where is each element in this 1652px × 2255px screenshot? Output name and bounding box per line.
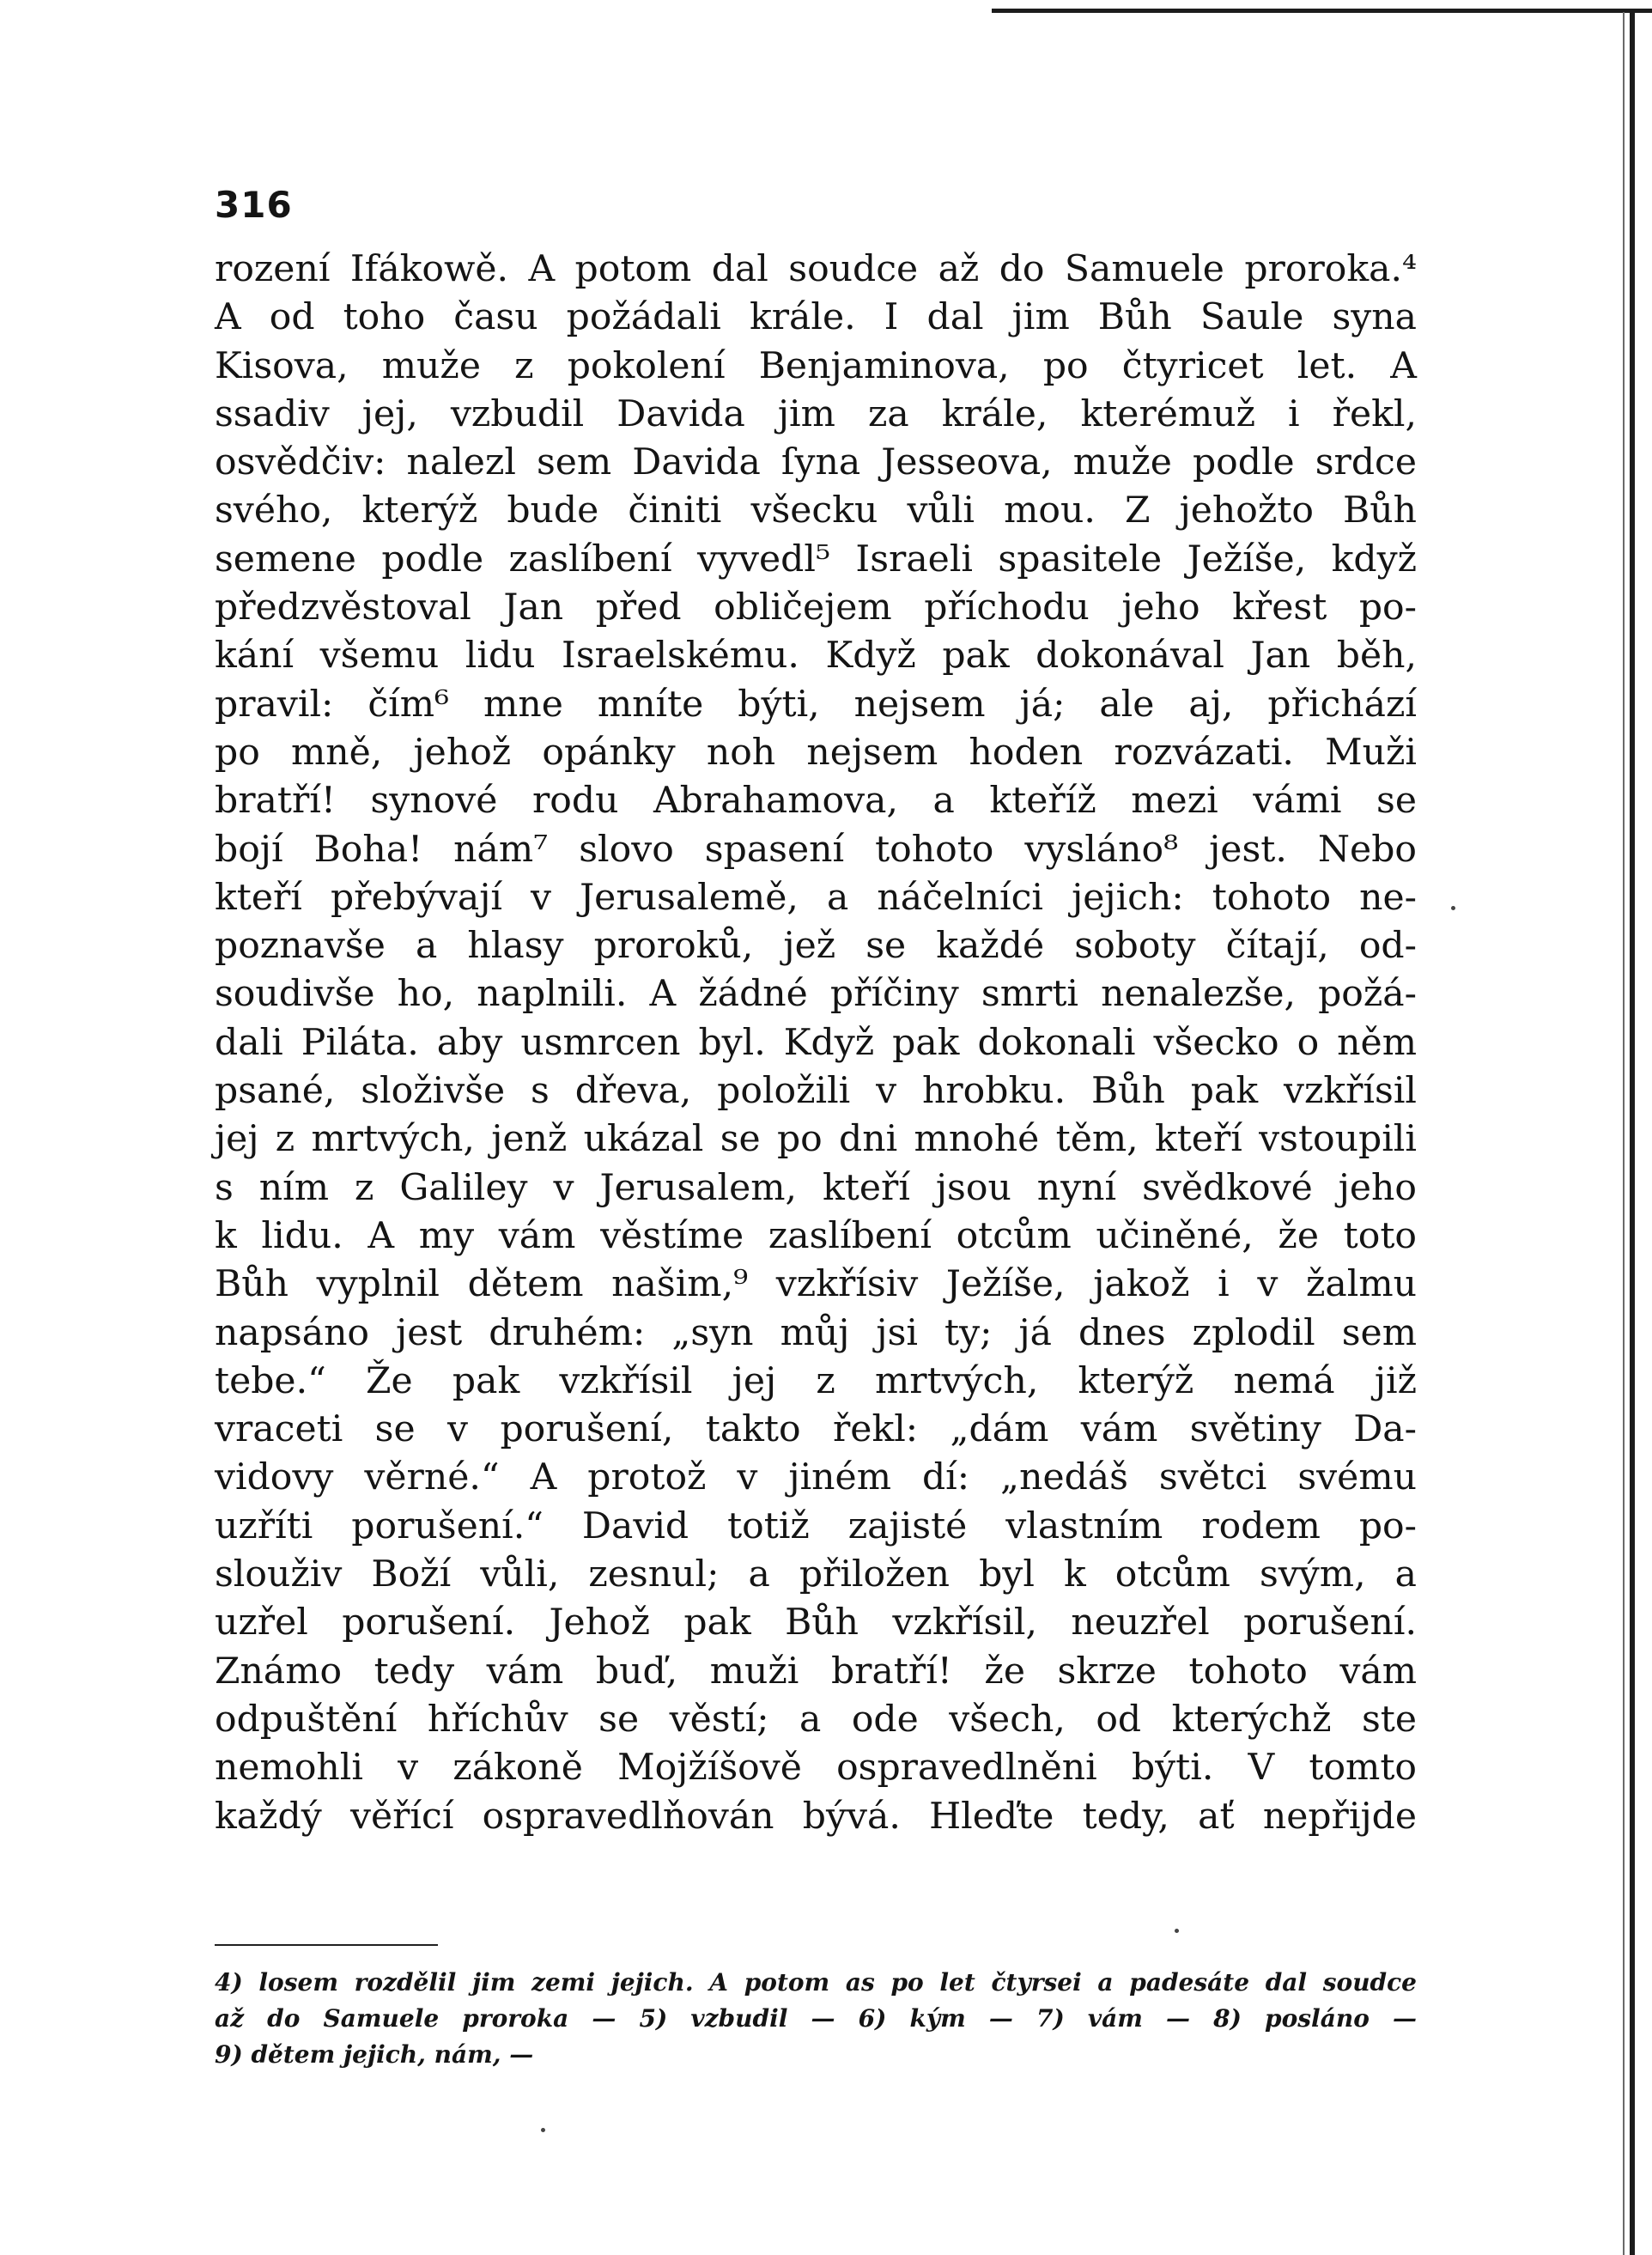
text-line: dali Piláta. aby usmrcen byl. Když pak dokonali všecko o něm <box>215 1021 1417 1064</box>
text-line: jej z mrtvých, jenž ukázal se po dni mnohé těm, kteří vstoupili <box>215 1118 1417 1161</box>
text-line: Známo tedy vám buď, muži bratří! že skrze tohoto vám <box>215 1650 1417 1693</box>
text-line: psané, složivše s dřeva, položili v hrobku. Bůh pak vzkřísil <box>215 1070 1417 1113</box>
footnote-line: 4) losem rozdělil jim zemi jejich. A potom as po let čtyrsei a padesáte dal soudce <box>215 1968 1417 1997</box>
text-line: napsáno jest druhém: „syn můj jsi ty; já dnes zplodil sem <box>215 1311 1417 1354</box>
page-number: 316 <box>215 184 293 226</box>
top-edge-rule <box>992 9 1652 13</box>
text-line: semene podle zaslíbení vyvedl⁵ Israeli spasitele Ježíše, když <box>215 538 1417 580</box>
right-edge-rule <box>1630 12 1635 2255</box>
text-line: po mně, jehož opánky noh nejsem hoden rozvázati. Muži <box>215 731 1417 774</box>
print-speck <box>541 2128 545 2132</box>
print-speck <box>1175 1929 1179 1933</box>
text-line: vraceti se v porušení, takto řekl: „dám vám světiny Da- <box>215 1408 1417 1451</box>
text-line: pravil: čím⁶ mne mníte býti, nejsem já; ale aj, přichází <box>215 683 1417 726</box>
text-line: vidovy věrné.“ A protož v jiném dí: „nedáš světci svému <box>215 1456 1417 1499</box>
print-speck <box>1451 906 1455 910</box>
footnotes <box>215 1965 1417 2073</box>
text-line: k lidu. A my vám věstíme zaslíbení otcům učiněné, že toto <box>215 1214 1417 1257</box>
right-edge-shadow <box>1623 12 1625 2255</box>
text-line: bratří! synové rodu Abrahamova, a kteříž mezi vámi se <box>215 780 1417 823</box>
text-line: kteří přebývají v Jerusalemě, a náčelníci jejich: tohoto ne- <box>215 876 1417 919</box>
text-line: soudivše ho, naplnili. A žádné příčiny smrti nenalezše, požá- <box>215 973 1417 1016</box>
text-line: každý věřící ospravedlňován bývá. Hleďte tedy, ať nepřijde <box>215 1795 1417 1838</box>
text-line: ssadiv jej, vzbudil Davida jim za krále, kterémuž i řekl, <box>215 392 1417 435</box>
text-line: tebe.“ Že pak vzkřísil jej z mrtvých, kterýž nemá již <box>215 1359 1417 1402</box>
text-line: s ním z Galiley v Jerusalem, kteří jsou nyní svědkové jeho <box>215 1166 1417 1209</box>
footnote-line: 9) dětem jejich, nám, — <box>215 2040 534 2069</box>
text-line: poznavše a hlasy proroků, jež se každé soboty čítají, od- <box>215 925 1417 968</box>
footnote-divider <box>215 1944 438 1946</box>
text-line: předzvěstoval Jan před obličejem příchodu jeho křest po- <box>215 587 1417 629</box>
text-line: svého, kterýž bude činiti všecku vůli mou. Z jehožto Bůh <box>215 489 1417 532</box>
text-line: odpuštění hříchův se věstí; a ode všech, od kterýchž ste <box>215 1698 1417 1741</box>
text-line: kání všemu lidu Israelskému. Když pak dokonával Jan běh, <box>215 635 1417 678</box>
main-text <box>215 246 1417 1841</box>
text-line: slouživ Boží vůli, zesnul; a přiložen byl k otcům svým, a <box>215 1553 1417 1596</box>
text-line: osvědčiv: nalezl sem Davida ſyna Jesseova, muže podle srdce <box>215 441 1417 484</box>
text-line: uzříti porušení.“ David totiž zajisté vlastním rodem po- <box>215 1504 1417 1547</box>
text-line: bojí Boha! nám⁷ slovo spasení tohoto vysláno⁸ jest. Nebo <box>215 828 1417 871</box>
text-line: Kisova, muže z pokolení Benjaminova, po čtyricet let. A <box>215 344 1417 387</box>
footnote-line: až do Samuele proroka — 5) vzbudil — 6) kým — 7) vám — 8) posláno — <box>215 2004 1417 2033</box>
text-line: uzřel porušení. Jehož pak Bůh vzkřísil, neuzřel porušení. <box>215 1602 1417 1644</box>
text-line: A od toho času požádali krále. I dal jim Bůh Saule syna <box>215 296 1417 339</box>
text-line: nemohli v zákoně Mojžíšově ospravedlněni býti. V tomto <box>215 1747 1417 1790</box>
text-line: Bůh vyplnil dětem našim,⁹ vzkřísiv Ježíše, jakož i v žalmu <box>215 1263 1417 1306</box>
text-line: rození Ifákowě. A potom dal soudce až do Samuele proroka.⁴ <box>215 248 1417 290</box>
